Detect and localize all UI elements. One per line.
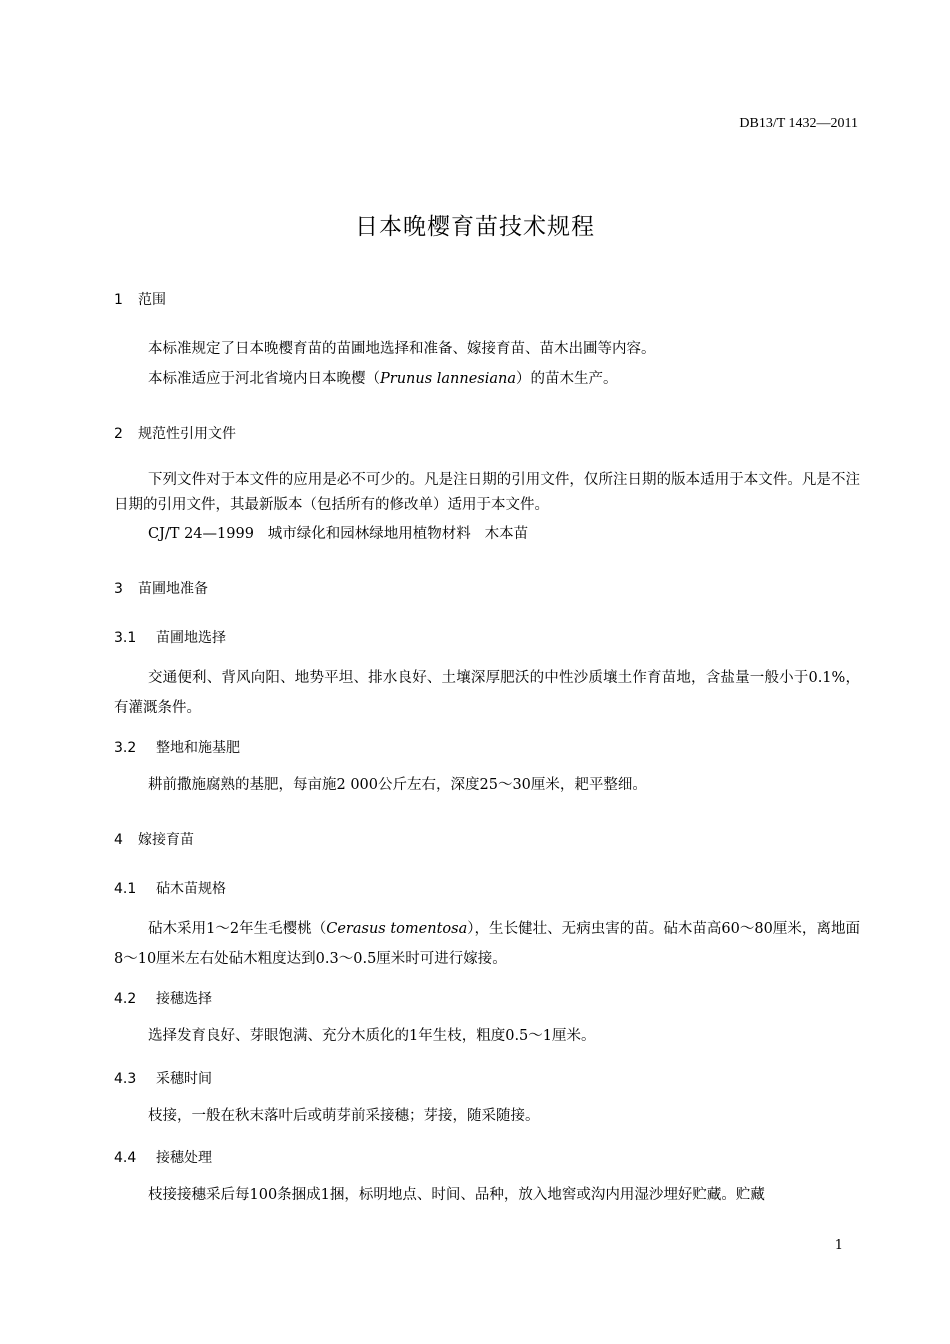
- paragraph: 枝接接穗采后每100条捆成1捆，标明地点、时间、品种，放入地窖或沟内用湿沙埋好贮藏。贮藏: [148, 1187, 765, 1203]
- section-4-3-heading: [114, 1068, 212, 1088]
- section-title: 砧木苗规格: [156, 881, 226, 897]
- document-title: 日本晚樱育苗技术规程: [355, 214, 595, 240]
- section-number: 3.1: [114, 630, 137, 646]
- paragraph: 本标准适应于河北省境内日本晚樱（Prunus lannesiana）的苗木生产。: [148, 371, 618, 387]
- section-number: 2: [114, 426, 123, 442]
- section-number: 3.2: [114, 740, 137, 756]
- section-4-1-heading: [114, 878, 226, 898]
- section-2-heading: [114, 423, 236, 443]
- section-4-4-heading: [114, 1147, 212, 1167]
- section-title: 规范性引用文件: [138, 426, 236, 442]
- paragraph: 下列文件对于本文件的应用是必不可少的。凡是注日期的引用文件，仅所注日期的版本适用于本文件。凡是不注日期的引用文件，其最新版本（包括所有的修改单）适用于本文件。: [114, 472, 860, 513]
- paragraph: 砧木采用1～2年生毛樱桃（Cerasus tomentosa），生长健壮、无病虫害的苗。砧木苗高60～80厘米，离地面8～10厘米左右处砧木粗度达到0.3～0.5厘米时可进行嫁接。: [114, 921, 861, 967]
- section-number: 1: [114, 292, 123, 308]
- section-1-heading: [114, 289, 166, 309]
- section-number: 4.2: [114, 991, 137, 1007]
- section-3-2-heading: [114, 737, 240, 757]
- page-number: 1: [834, 1238, 843, 1253]
- section-number: 4.4: [114, 1150, 137, 1166]
- section-title: 嫁接育苗: [138, 832, 194, 848]
- section-title: 苗圃地选择: [156, 630, 226, 646]
- section-3-1-heading: [114, 627, 226, 647]
- section-number: 4.1: [114, 881, 137, 897]
- paragraph: 本标准规定了日本晚樱育苗的苗圃地选择和准备、嫁接育苗、苗木出圃等内容。: [148, 341, 656, 357]
- section-number: 4.3: [114, 1071, 137, 1087]
- paragraph: 选择发育良好、芽眼饱满、充分木质化的1年生枝，粗度0.5～1厘米。: [148, 1028, 596, 1044]
- normative-reference: CJ/T 24—1999 城市绿化和园林绿地用植物材料 木本苗: [148, 526, 529, 542]
- section-title: 范围: [138, 292, 166, 308]
- section-3-heading: [114, 578, 208, 598]
- paragraph: 枝接，一般在秋末落叶后或萌芽前采接穗；芽接，随采随接。: [148, 1108, 540, 1124]
- standard-code: DB13/T 1432—2011: [739, 116, 858, 131]
- latin-name: Prunus lannesiana: [380, 371, 517, 387]
- section-4-heading: [114, 829, 194, 849]
- section-title: 苗圃地准备: [138, 581, 208, 597]
- section-title: 接穗处理: [156, 1150, 212, 1166]
- latin-name: Cerasus tomentosa: [326, 921, 468, 937]
- section-4-2-heading: [114, 988, 212, 1008]
- section-number: 4: [114, 832, 123, 848]
- section-title: 整地和施基肥: [156, 740, 240, 756]
- paragraph: 交通便利、背风向阳、地势平坦、排水良好、土壤深厚肥沃的中性沙质壤土作育苗地，含盐量一般小于0.1%，有灌溉条件。: [114, 670, 860, 716]
- section-title: 采穗时间: [156, 1071, 212, 1087]
- paragraph: 耕前撒施腐熟的基肥，每亩施2 000公斤左右，深度25～30厘米，耙平整细。: [148, 777, 647, 793]
- section-title: 接穗选择: [156, 991, 212, 1007]
- section-number: 3: [114, 581, 123, 597]
